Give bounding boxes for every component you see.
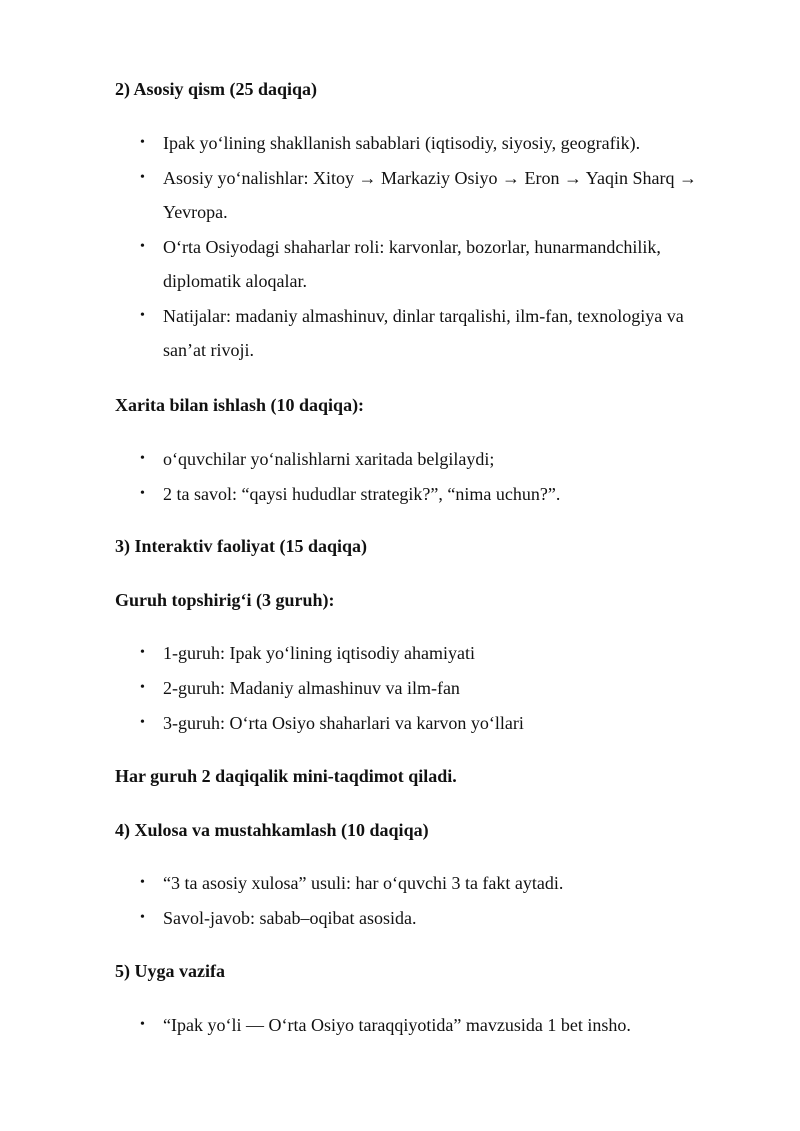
- conclusion-heading: 4) Xulosa va mustahkamlash (10 daqiqa): [115, 820, 429, 840]
- bullet-icon: •: [140, 645, 145, 660]
- group-task-list: [115, 636, 735, 741]
- group-task-heading: Guruh topshirig‘i (3 guruh):: [115, 590, 335, 610]
- homework-list: [115, 1008, 735, 1043]
- list-item: • Natijalar: madaniy almashinuv, dinlar tarqalishi, ilm-fan, texnologiya va san’at rivoji.: [115, 299, 723, 367]
- bullet-icon: •: [140, 170, 145, 185]
- homework-heading: 5) Uyga vazifa: [115, 961, 225, 981]
- map-work-heading: Xarita bilan ishlash (10 daqiqa):: [115, 395, 365, 415]
- interactive-heading: 3) Interaktiv faoliyat (15 daqiqa): [115, 536, 367, 556]
- list-item: • O‘rta Osiyodagi shaharlar roli: karvonlar, bozorlar, hunarmandchilik, diplomatik aloqalar.: [115, 230, 723, 298]
- list-item: • 1-guruh: Ipak yo‘lining iqtisodiy ahamiyati: [115, 636, 735, 670]
- bullet-icon: •: [140, 135, 145, 150]
- bullet-icon: •: [140, 680, 145, 695]
- list-item: • Ipak yo‘lining shakllanish sabablari (iqtisodiy, siyosiy, geografik).: [115, 126, 723, 160]
- bullet-icon: •: [140, 451, 145, 466]
- presentation-heading: Har guruh 2 daqiqalik mini-taqdimot qiladi.: [115, 766, 457, 786]
- list-item: • o‘quvchilar yo‘nalishlarni xaritada belgilaydi;: [115, 442, 735, 476]
- list-item: • “Ipak yo‘li — O‘rta Osiyo taraqqiyotida” mavzusida 1 bet insho.: [115, 1008, 735, 1042]
- list-item: • “3 ta asosiy xulosa” usuli: har o‘quvchi 3 ta fakt aytadi.: [115, 866, 735, 900]
- list-item: • Savol-javob: sabab–oqibat asosida.: [115, 901, 735, 935]
- main-part-list: [115, 126, 735, 368]
- list-item: • 3-guruh: O‘rta Osiyo shaharlari va karvon yo‘llari: [115, 706, 735, 740]
- list-item: • 2-guruh: Madaniy almashinuv va ilm-fan: [115, 671, 735, 705]
- list-item: • Asosiy yo‘nalishlar: Xitoy → Markaziy Osiyo → Eron → Yaqin Sharq → Yevropa.: [115, 161, 723, 229]
- bullet-icon: •: [140, 239, 145, 254]
- conclusion-list: [115, 866, 735, 936]
- bullet-icon: •: [140, 308, 145, 323]
- bullet-icon: •: [140, 875, 145, 890]
- list-item: • 2 ta savol: “qaysi hududlar strategik?”, “nima uchun?”.: [115, 477, 735, 511]
- map-work-list: [115, 442, 735, 512]
- bullet-icon: •: [140, 486, 145, 501]
- bullet-icon: •: [140, 715, 145, 730]
- main-part-heading: 2) Asosiy qism (25 daqiqa): [115, 79, 318, 99]
- bullet-icon: •: [140, 1017, 145, 1032]
- bullet-icon: •: [140, 910, 145, 925]
